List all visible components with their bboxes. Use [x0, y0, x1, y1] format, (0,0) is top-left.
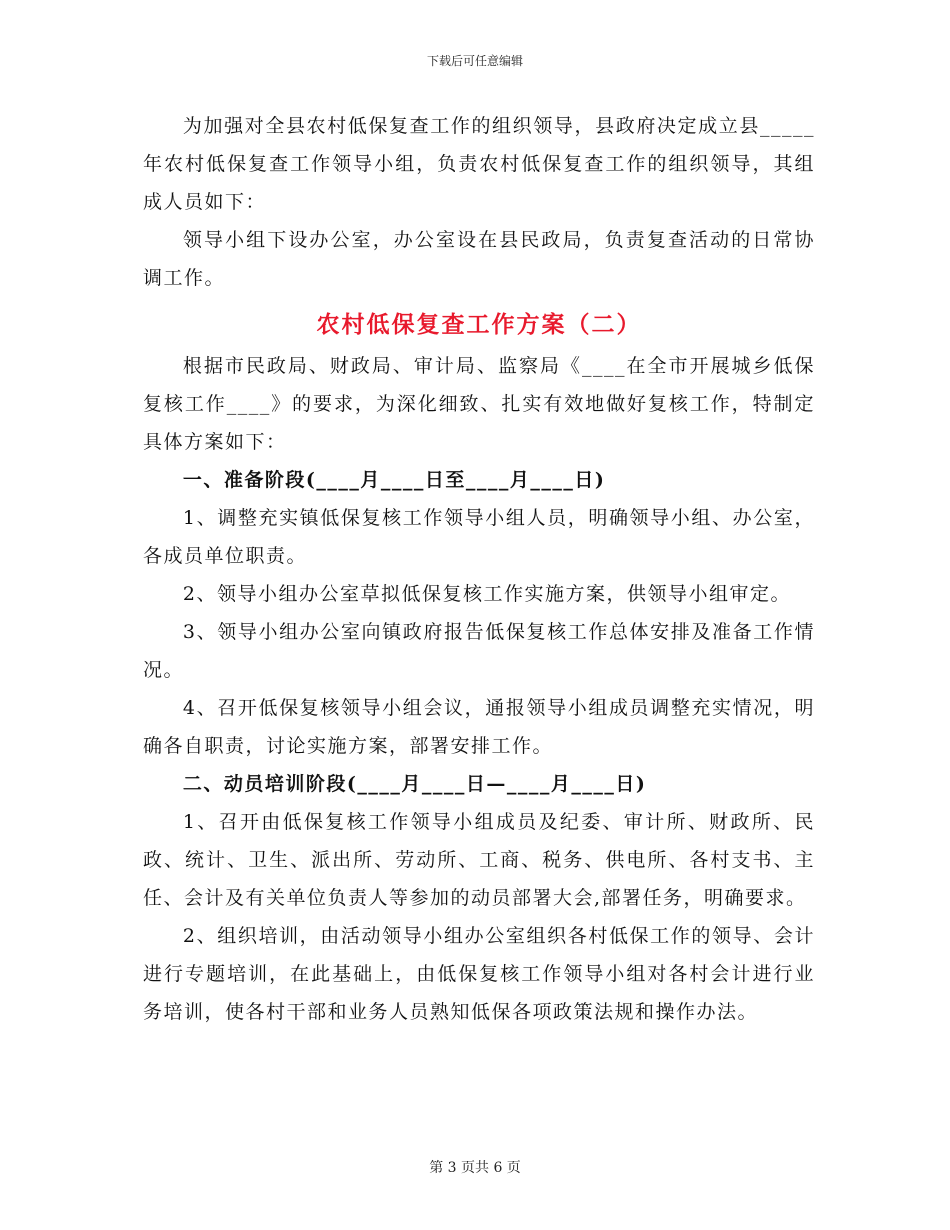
document-body [143, 107, 815, 1031]
phase1-item: 2、领导小组办公室草拟低保复核工作实施方案，供领导小组审定。 [182, 583, 791, 605]
phase2-item: 2、组织培训，由活动领导小组办公室组织各村低保工作的领导、会计进行专题培训，在此基础上，由低保复核工作领导小组对各村会计进行业务培训，使各村干部和业务人员熟知低保各项政策法规和操作办法。 [143, 925, 815, 1023]
phase2-heading: 二、动员培训阶段(____月____日—____月____日) [182, 773, 647, 795]
phase1-item: 4、召开低保复核领导小组会议，通报领导小组成员调整充实情况，明确各自职责，讨论实施方案，部署安排工作。 [143, 697, 815, 757]
phase1-item: 1、调整充实镇低保复核工作领导小组人员，明确领导小组、办公室，各成员单位职责。 [143, 507, 815, 567]
paragraph-intro: 根据市民政局、财政局、审计局、监察局《____在全市开展城乡低保复核工作____》的要求，为深化细致、扎实有效地做好复核工作，特制定具体方案如下： [143, 355, 815, 453]
phase1-heading: 一、准备阶段(____月____日至____月____日) [182, 469, 606, 491]
page-footer: 第 3 页共 6 页 [429, 1160, 521, 1176]
paragraph-office: 领导小组下设办公室，办公室设在县民政局，负责复查活动的日常协调工作。 [143, 229, 815, 289]
paragraph-leadership-group: 为加强对全县农村低保复查工作的组织领导，县政府决定成立县_____年农村低保复查工作领导小组，负责农村低保复查工作的组织领导，其组成人员如下： [143, 115, 815, 213]
page-header: 下载后可任意编辑 [426, 54, 523, 68]
phase2-item: 1、召开由低保复核工作领导小组成员及纪委、审计所、财政所、民政、统计、卫生、派出所、劳动所、工商、税务、供电所、各村支书、主任、会计及有关单位负责人等参加的动员部署大会,部署任务，明确要求。 [143, 811, 815, 909]
phase1-item: 3、领导小组办公室向镇政府报告低保复核工作总体安排及准备工作情况。 [143, 621, 815, 681]
section-title: 农村低保复查工作方案（二） [316, 311, 642, 338]
